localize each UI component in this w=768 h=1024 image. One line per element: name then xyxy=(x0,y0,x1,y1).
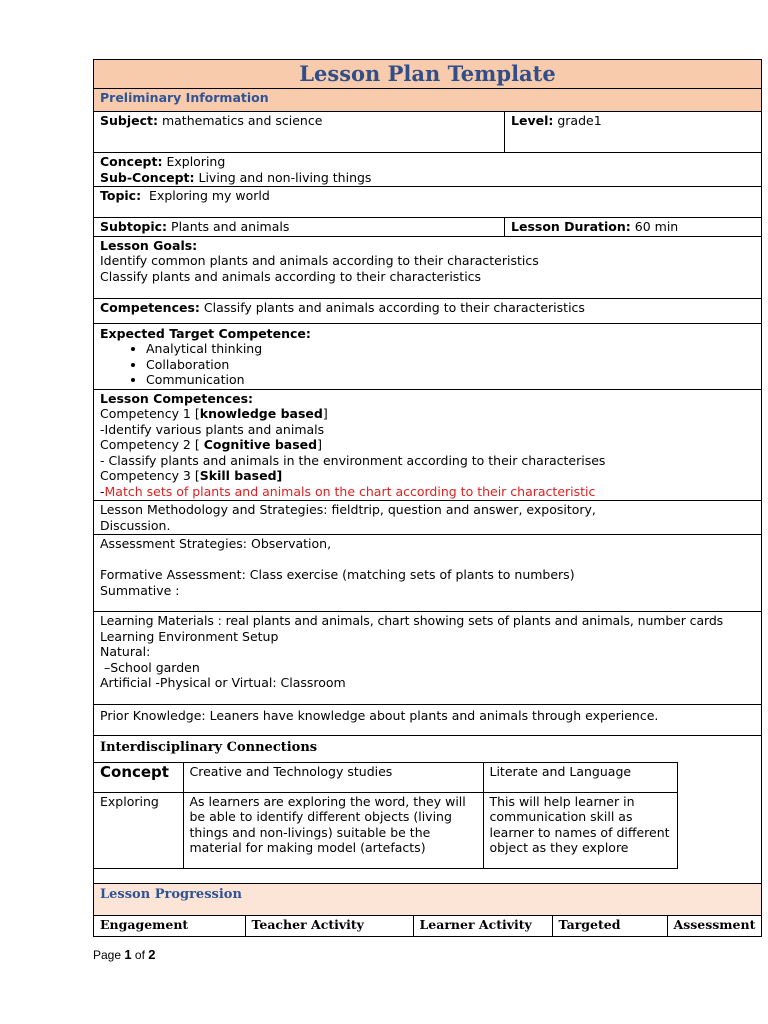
subject-cell xyxy=(94,112,505,153)
list-item: • Communication xyxy=(146,372,755,388)
sub-concept-label: Sub-Concept: xyxy=(100,169,195,185)
list-item: • Collaboration xyxy=(146,357,755,373)
competency-3-line: Match sets of plants and animals on the chart according to their characteristic xyxy=(104,483,596,499)
materials-line: Artificial -Physical or Virtual: Classroom xyxy=(100,675,346,690)
competency-2-type: Cognitive based xyxy=(203,437,318,452)
concept-cell xyxy=(94,153,762,187)
progression-header-cell xyxy=(94,915,762,936)
page-number: 1 xyxy=(124,947,132,962)
interdisciplinary-heading: Interdisciplinary Connections xyxy=(100,740,318,755)
competences-label: Competences: xyxy=(100,299,200,315)
list-item: • Analytical thinking xyxy=(146,341,755,357)
competences-cell xyxy=(94,298,762,323)
preliminary-section xyxy=(94,89,762,112)
progression-col-assessment: Assessment xyxy=(667,916,762,936)
expected-list xyxy=(100,341,755,388)
assessment-line: Formative Assessment: Class exercise (matching sets of plants to numbers) xyxy=(100,567,575,582)
subject-value: mathematics and science xyxy=(158,113,323,128)
competency-3-dash: - xyxy=(100,483,105,499)
literate-language-value: This will help learner in communication skill as learner to names of different object as they explore xyxy=(483,792,677,868)
lesson-competences-cell xyxy=(94,389,762,501)
progression-section xyxy=(94,883,762,915)
assessment-line: Summative : xyxy=(100,582,180,598)
page-total: 2 xyxy=(148,947,156,962)
concept-value: Exploring xyxy=(162,154,226,169)
materials-line: Natural: xyxy=(100,644,151,659)
level-cell xyxy=(505,112,762,153)
lesson-plan-table xyxy=(93,59,762,937)
level-label: Level: xyxy=(511,113,554,128)
progression-col-learner: Learner Activity xyxy=(413,916,552,936)
prior-knowledge-cell xyxy=(94,705,762,736)
duration-label: Lesson Duration: xyxy=(511,219,631,234)
materials-line: Learning Materials : real plants and animals, chart showing sets of plants and animals, number cards xyxy=(100,613,724,628)
methodology-line: Discussion. xyxy=(100,517,171,533)
subtopic-label: Subtopic: xyxy=(100,219,168,234)
competency-3-type: Skill based] xyxy=(199,468,283,483)
competency-1-type: knowledge based xyxy=(199,406,323,421)
progression-heading: Lesson Progression xyxy=(100,886,242,902)
subject-label: Subject: xyxy=(100,113,158,128)
competency-2-suffix: ] xyxy=(317,437,322,452)
sub-concept-value: Living and non-living things xyxy=(194,169,372,185)
duration-value: 60 min xyxy=(630,219,679,234)
subtopic-value: Plants and animals xyxy=(167,219,290,234)
assessment-cell xyxy=(94,535,762,612)
goals-label: Lesson Goals: xyxy=(100,237,198,253)
interdisciplinary-cell xyxy=(94,736,762,884)
expected-label: Expected Target Competence: xyxy=(100,325,311,341)
topic-value: Exploring my world xyxy=(141,188,270,203)
progression-col-teacher: Teacher Activity xyxy=(245,916,413,936)
goal-line: Identify common plants and animals according to their characteristics xyxy=(100,253,539,268)
interdisciplinary-table xyxy=(94,762,678,869)
competency-1-line: -Identify various plants and animals xyxy=(100,421,325,437)
expected-cell xyxy=(94,323,762,389)
lesson-competences-label: Lesson Competences: xyxy=(100,390,254,406)
materials-cell xyxy=(94,612,762,705)
preliminary-label: Preliminary Information xyxy=(100,90,269,105)
assessment-line: Assessment Strategies: Observation, xyxy=(100,536,332,551)
creative-tech-header: Creative and Technology studies xyxy=(183,762,483,792)
competency-1-prefix: Competency 1 [ xyxy=(100,406,200,421)
materials-line: Learning Environment Setup xyxy=(100,628,279,644)
methodology-line: Lesson Methodology and Strategies: fieldtrip, question and answer, expository, xyxy=(100,502,596,517)
prior-knowledge: Prior Knowledge: Leaners have knowledge about plants and animals through experience. xyxy=(100,708,659,723)
topic-label: Topic: xyxy=(100,188,142,203)
lesson-plan-document xyxy=(93,59,761,937)
competences-value: Classify plants and animals according to their characteristics xyxy=(199,299,585,315)
competency-2-line: - Classify plants and animals in the environment according to their characterises xyxy=(100,452,606,468)
concept-value: Exploring xyxy=(94,792,183,868)
footer-of: of xyxy=(131,948,149,962)
competency-2-prefix: Competency 2 [ xyxy=(100,437,204,452)
footer-prefix: Page xyxy=(93,948,125,962)
title-cell xyxy=(94,60,762,89)
progression-col-engagement: Engagement xyxy=(94,916,245,936)
page-footer xyxy=(93,947,156,962)
competency-1-suffix: ] xyxy=(322,406,328,421)
competency-3-prefix: Competency 3 [ xyxy=(100,468,200,483)
progression-table xyxy=(94,916,762,936)
page-title: Lesson Plan Template xyxy=(299,61,556,86)
methodology-cell xyxy=(94,501,762,535)
concept-label: Concept: xyxy=(100,154,163,169)
creative-tech-value: As learners are exploring the word, they will be able to identify different objects (living things and non-livings) suitable be the material for making model (artefacts) xyxy=(183,792,483,868)
duration-cell xyxy=(505,218,762,237)
subtopic-cell xyxy=(94,218,505,237)
progression-col-targeted: Targeted xyxy=(552,916,667,936)
literate-language-header: Literate and Language xyxy=(483,762,677,792)
materials-line: –School garden xyxy=(100,659,200,675)
topic-cell xyxy=(94,187,762,218)
concept-header: Concept xyxy=(94,762,183,792)
level-value: grade1 xyxy=(553,113,602,128)
goals-cell xyxy=(94,236,762,298)
goal-line: Classify plants and animals according to their characteristics xyxy=(100,268,482,284)
